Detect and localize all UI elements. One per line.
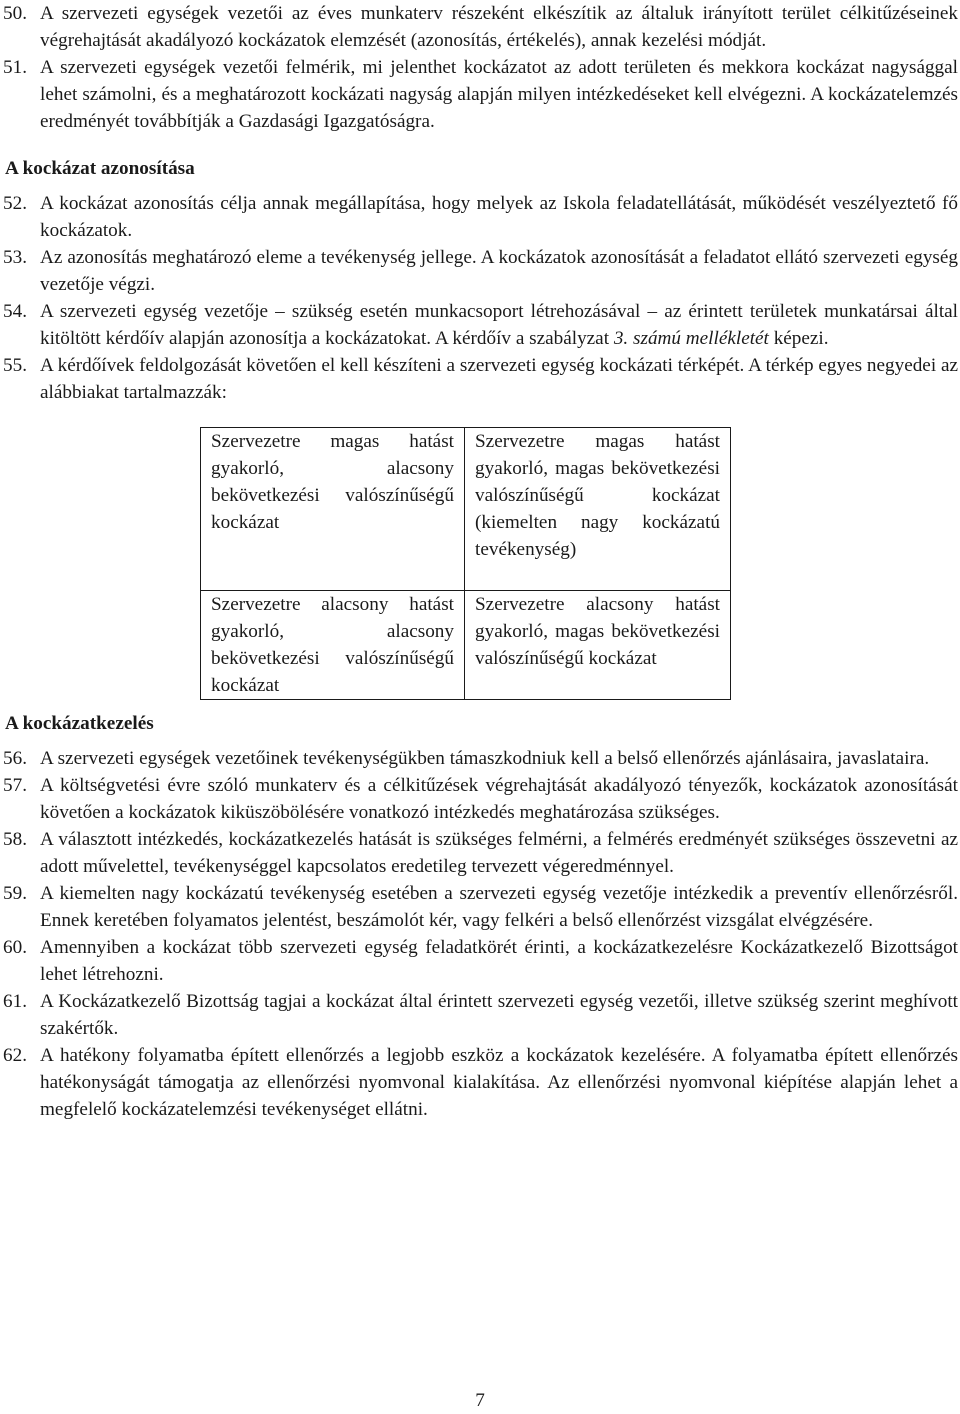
paragraph-54: [3, 298, 958, 352]
page-number: 7: [475, 1390, 485, 1411]
paragraph-number: 50.: [3, 3, 27, 24]
paragraph-55: [3, 352, 958, 406]
paragraph-text: A költségvetési évre szóló munkaterv és a célkitűzések végrehajtását akadályozó tényezők, kockázatok azonosítását követően a kockázatok kiküszöbölésére vonatkozó intézkedés meghatározása szükséges.: [40, 775, 958, 823]
quadrant-low-impact-low-probability: Szervezetre alacsony hatást gyakorló, alacsony bekövetkezési valószínűségű kockázat: [201, 591, 465, 700]
paragraph-text: A választott intézkedés, kockázatkezelés hatását is szükséges felmérni, a felmérés eredményét szükséges összevetni az adott művelettel, tevékenységgel kapcsolatos eredetileg tervezett végeredménnyel.: [40, 829, 958, 877]
section-heading-treatment: A kockázatkezelés: [5, 713, 154, 734]
paragraph-number: 60.: [3, 937, 27, 958]
paragraph-text: A kiemelten nagy kockázatú tevékenység esetében a szervezeti egység vezetője intézkedik a preventív ellenőrzésről. Ennek keretében folyamatos jelentést, beszámolót kér, vagy felkéri a belső ellenőrzést vizsgálat elvégzésére.: [40, 883, 958, 931]
quadrant-low-impact-high-probability: Szervezetre alacsony hatást gyakorló, magas bekövetkezési valószínűségű kockázat: [465, 591, 731, 700]
spacer: [3, 737, 958, 745]
paragraph-number: 54.: [3, 301, 27, 322]
paragraph-50: [3, 0, 958, 54]
paragraph-61: [3, 988, 958, 1042]
paragraph-text: A hatékony folyamatba épített ellenőrzés a legjobb eszköz a kockázatok kezelésére. A folyamatba épített ellenőrzés hatékonyságát támogatja az ellenőrzési nyomvonal kialakítása. Az ellenőrzési nyomvonal kiépítése alapján lehet a megfelelő kockázatelemzési tevékenységet ellátni.: [40, 1045, 958, 1120]
risk-matrix-row-low-impact: [201, 591, 731, 700]
paragraph-52: [3, 190, 958, 244]
paragraph-53: [3, 244, 958, 298]
spacer: [3, 182, 958, 190]
paragraph-number: 53.: [3, 247, 27, 268]
spacer: [3, 135, 958, 155]
appendix-reference: 3. számú mellékletét: [613, 328, 769, 349]
paragraph-number: 51.: [3, 57, 27, 78]
section-heading-identification: A kockázat azonosítása: [5, 158, 195, 179]
paragraph-number: 59.: [3, 883, 27, 904]
paragraph-58: [3, 826, 958, 880]
paragraph-text: A Kockázatkezelő Bizottság tagjai a kockázat által érintett szervezeti egység vezetői, illetve szükség szerint meghívott szakértők.: [40, 991, 958, 1039]
paragraph-text: Az azonosítás meghatározó eleme a tevékenység jellege. A kockázatok azonosítását a feladatot ellátó szervezeti egység vezetője végzi.: [40, 247, 958, 295]
paragraph-62: [3, 1042, 958, 1123]
quadrant-high-impact-high-probability: Szervezetre magas hatást gyakorló, magas bekövetkezési valószínűségű kockázat (kiemelten nagy kockázatú tevékenység): [465, 428, 731, 591]
quadrant-high-impact-low-probability: Szervezetre magas hatást gyakorló, alacsony bekövetkezési valószínűségű kockázat: [201, 428, 465, 591]
risk-matrix-row-high-impact: [201, 428, 731, 591]
paragraph-57: [3, 772, 958, 826]
paragraph-text: A szervezeti egység vezetője – szükség esetén munkacsoport létrehozásával – az érintett területek munkatársai által kitöltött kérdőív alapján azonosítja a kockázatokat. A kérdőív a szabályzat: [40, 301, 958, 349]
paragraph-text-end: képezi.: [768, 328, 829, 349]
paragraph-text: A szervezeti egységek vezetői az éves munkaterv részeként elkészítik az általuk irányított terület célkitűzéseinek végrehajtását akadályozó kockázatok elemzését (azonosítás, értékelés), annak kezelési módját.: [40, 3, 958, 51]
paragraph-number: 52.: [3, 193, 27, 214]
paragraph-text: A szervezeti egységek vezetői felmérik, mi jelenthet kockázatot az adott területen és mekkora kockázat nagysággal lehet számolni, és a meghatározott kockázati nagyság alapján milyen intézkedéseket kell elvégezni. A kockázatelemzés eredményét továbbítják a Gazdasági Igazgatóságra.: [40, 57, 958, 132]
risk-matrix-table: [200, 427, 731, 700]
paragraph-number: 58.: [3, 829, 27, 850]
paragraph-number: 55.: [3, 355, 27, 376]
paragraph-number: 61.: [3, 991, 27, 1012]
risk-map: [3, 406, 958, 710]
paragraph-60: [3, 934, 958, 988]
paragraph-text: A szervezeti egységek vezetőinek tevékenységükben támaszkodniuk kell a belső ellenőrzés ajánlásaira, javaslataira.: [40, 748, 930, 769]
paragraph-text: A kérdőívek feldolgozását követően el kell készíteni a szervezeti egység kockázati térképét. A térkép egyes negyedei az alábbiakat tartalmazzák:: [40, 355, 958, 403]
paragraph-number: 62.: [3, 1045, 27, 1066]
paragraph-51: [3, 54, 958, 135]
paragraph-59: [3, 880, 958, 934]
paragraph-text: A kockázat azonosítás célja annak megállapítása, hogy melyek az Iskola feladatellátását, működését veszélyeztető fő kockázatok.: [40, 193, 958, 241]
paragraph-text: Amennyiben a kockázat több szervezeti egység feladatkörét érinti, a kockázatkezelésre Kockázatkezelő Bizottságot lehet létrehozni.: [40, 937, 958, 985]
paragraph-number: 56.: [3, 748, 27, 769]
page-content: [3, 0, 958, 1123]
paragraph-56: [3, 745, 958, 772]
paragraph-number: 57.: [3, 775, 27, 796]
